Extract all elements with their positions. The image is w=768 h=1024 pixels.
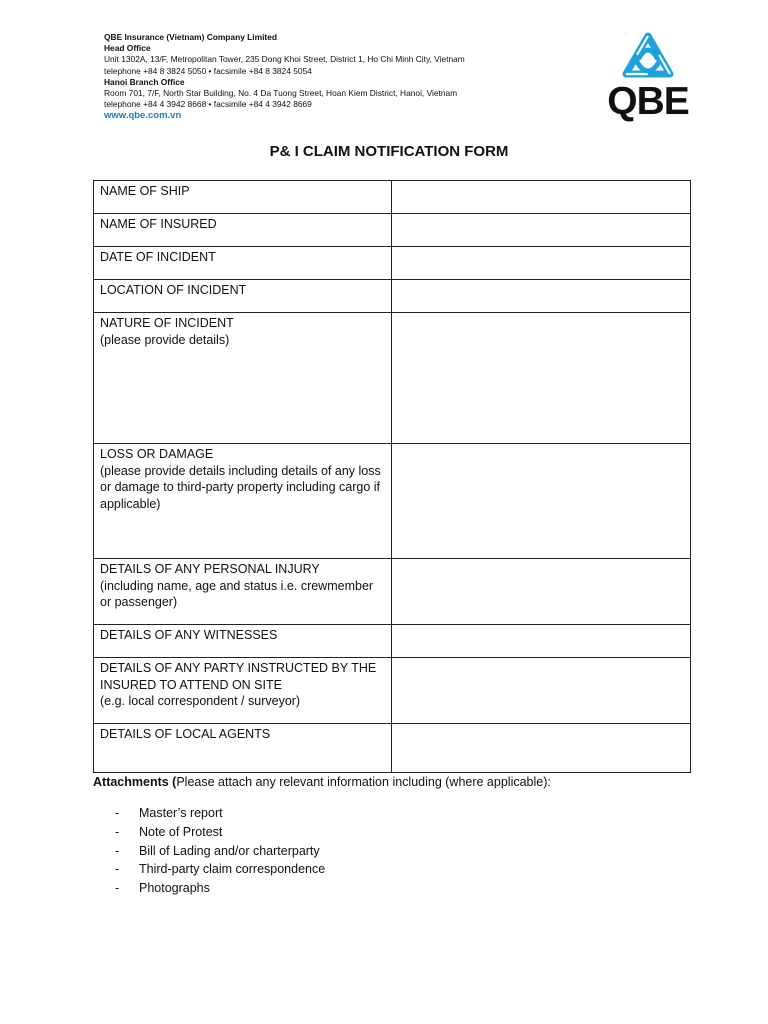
row-label: DETAILS OF ANY PERSONAL INJURY (including name, age and status i.e. crewmember or passenger) (94, 559, 392, 625)
row-sublabel: (e.g. local correspondent / surveyor) (100, 694, 301, 708)
answer-loss-or-damage[interactable] (392, 444, 691, 559)
answer-name-of-ship[interactable] (392, 181, 691, 214)
form-row-party-instructed (94, 658, 691, 724)
form-row-loss-or-damage (94, 444, 691, 559)
answer-witnesses[interactable] (392, 625, 691, 658)
qbe-wordmark: QBE (607, 80, 689, 123)
attachments-lead: Attachments ( (93, 775, 177, 789)
row-label: DETAILS OF ANY WITNESSES (94, 625, 392, 658)
answer-name-of-insured[interactable] (392, 214, 691, 247)
attachments-list (115, 804, 325, 898)
attachments-instructions: Please attach any relevant information including (where applicable): (176, 775, 551, 789)
list-item: - Bill of Lading and/or charterparty (115, 842, 325, 861)
dash-bullet: - (115, 843, 120, 858)
head-office-phone: telephone +84 8 3824 5050 • facsimile +84 8 3824 5054 (104, 65, 312, 76)
qbe-logo (606, 30, 690, 124)
row-sublabel: (including name, age and status i.e. crewmember or passenger) (100, 578, 374, 609)
dash-bullet: - (115, 824, 120, 839)
row-label: NAME OF INSURED (94, 214, 392, 247)
answer-personal-injury[interactable] (392, 559, 691, 625)
list-item: - Third-party claim correspondence (115, 860, 325, 879)
list-item: - Master’s report (115, 804, 325, 823)
form-row-personal-injury (94, 559, 691, 625)
row-label: LOCATION OF INCIDENT (94, 280, 392, 313)
row-label: DATE OF INCIDENT (94, 247, 392, 280)
row-label: DETAILS OF ANY PARTY INSTRUCTED BY THE INSURED TO ATTEND ON SITE (e.g. local correspondent / surveyor) (94, 658, 392, 724)
row-sublabel: (please provide details) (100, 332, 230, 347)
form-row-witnesses (94, 625, 691, 658)
row-label: NAME OF SHIP (94, 181, 392, 214)
hanoi-office-label: Hanoi Branch Office (104, 76, 185, 87)
form-title: P& I CLAIM NOTIFICATION FORM (269, 143, 509, 160)
qbe-knot-icon (606, 30, 690, 84)
form-row-nature-of-incident (94, 313, 691, 444)
dash-bullet: - (115, 806, 120, 820)
website-link[interactable]: www.qbe.com.vn (104, 110, 182, 122)
company-header (104, 32, 524, 122)
answer-party-instructed[interactable] (392, 658, 691, 724)
head-office-label: Head Office (104, 43, 151, 54)
form-row-local-agents (94, 724, 691, 773)
form-row-date-of-incident (94, 247, 691, 280)
form-row-location-of-incident (94, 280, 691, 313)
dash-bullet: - (115, 862, 120, 877)
answer-date-of-incident[interactable] (392, 247, 691, 280)
row-sublabel: (please provide details including details of any loss or damage to third-party property including cargo if applicable) (100, 463, 381, 511)
claim-form-table (93, 180, 691, 773)
list-item: - Photographs (115, 879, 325, 898)
hanoi-office-address: Room 701, 7/F, North Star Building, No. 4 Da Tuong Street, Hoan Kiem District, Hanoi, Vietnam (104, 88, 458, 99)
dash-bullet: - (115, 881, 120, 896)
list-item: - Note of Protest (115, 823, 325, 842)
attachments-heading (93, 774, 551, 791)
hanoi-office-phone: telephone +84 4 3942 8668 • facsimile +84 4 3942 8669 (104, 99, 312, 110)
answer-location-of-incident[interactable] (392, 280, 691, 313)
answer-local-agents[interactable] (392, 724, 691, 773)
head-office-address: Unit 1302A, 13/F, Metropolitan Tower, 235 Dong Khoi Street, District 1, Ho Chi Minh City, Vietnam (104, 54, 465, 65)
row-label: LOSS OR DAMAGE (please provide details including details of any loss or damage to third-party property including cargo if applicable) (94, 444, 392, 559)
company-name: QBE Insurance (Vietnam) Company Limited (104, 32, 277, 42)
form-row-name-of-ship (94, 181, 691, 214)
answer-nature-of-incident[interactable] (392, 313, 691, 444)
row-label: DETAILS OF LOCAL AGENTS (94, 724, 392, 773)
form-row-name-of-insured (94, 214, 691, 247)
row-label: NATURE OF INCIDENT (please provide details) (94, 313, 392, 444)
